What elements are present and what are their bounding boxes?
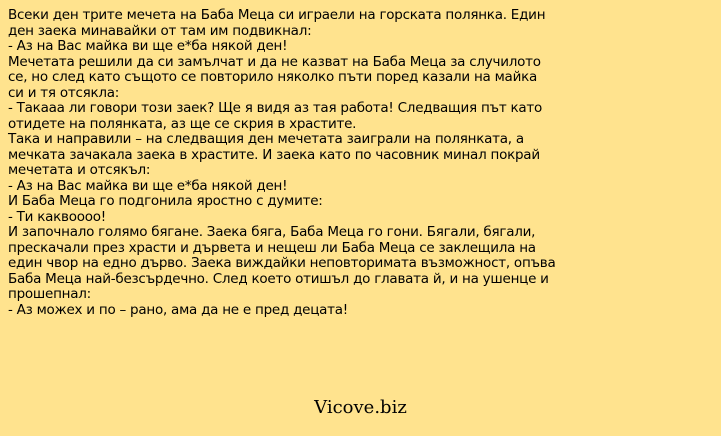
- joke-line: Така и направили – на следващия ден мечетата заиграли на полянката, а: [8, 131, 524, 147]
- joke-line: прескачали през храсти и дървета и нещеш ли Баба Меца се заклещила на: [8, 239, 536, 256]
- joke-line: - Ти каквоооо!: [8, 208, 106, 225]
- joke-line: - Аз на Вас майка ви ще е*ба някой ден!: [8, 177, 288, 194]
- joke-line: мечетата и отсякъл:: [8, 162, 151, 178]
- site-watermark: Vicove.biz: [314, 397, 407, 418]
- joke-line: си и тя отсякла:: [8, 84, 120, 101]
- joke-line: И Баба Меца го подгонила яростно с думите:: [8, 193, 323, 209]
- joke-line: И започнало голямо бягане. Заека бяга, Баба Меца го гони. Бягали, бягали,: [8, 224, 536, 240]
- joke-line: прошепнал:: [8, 286, 91, 302]
- joke-line: един чвор на едно дърво. Заека виждайки неповторимата възможност, опъва: [8, 255, 556, 271]
- joke-line: - Аз можех и по – рано, ама да не е пред децата!: [8, 301, 348, 318]
- joke-line: - Такааа ли говори този заек? Ще я видя аз тая работа! Следващия път като: [8, 100, 543, 116]
- joke-line: - Аз на Вас майка ви ще е*ба някой ден!: [8, 38, 288, 54]
- joke-line: ден заека минавайки от там им подвикнал:: [8, 22, 312, 39]
- joke-line: отидете на полянката, аз ще се скрия в храстите.: [8, 115, 357, 132]
- joke-line: се, но след като същото се повторило няколко пъти поред казали на майка: [8, 69, 538, 85]
- joke-line: мечката зачакала заека в храстите. И заека като по часовник минал покрай: [8, 146, 540, 163]
- joke-line: Всеки ден трите мечета на Баба Меца си играели на горската полянка. Един: [8, 7, 546, 23]
- joke-line: Баба Меца най-безсърдечно. След което отишъл до главата й, и на ушенце и: [8, 270, 549, 287]
- joke-text: [8, 8, 714, 318]
- joke-line: Мечетата решили да си замълчат и да не казват на Баба Меца за случилото: [8, 53, 541, 70]
